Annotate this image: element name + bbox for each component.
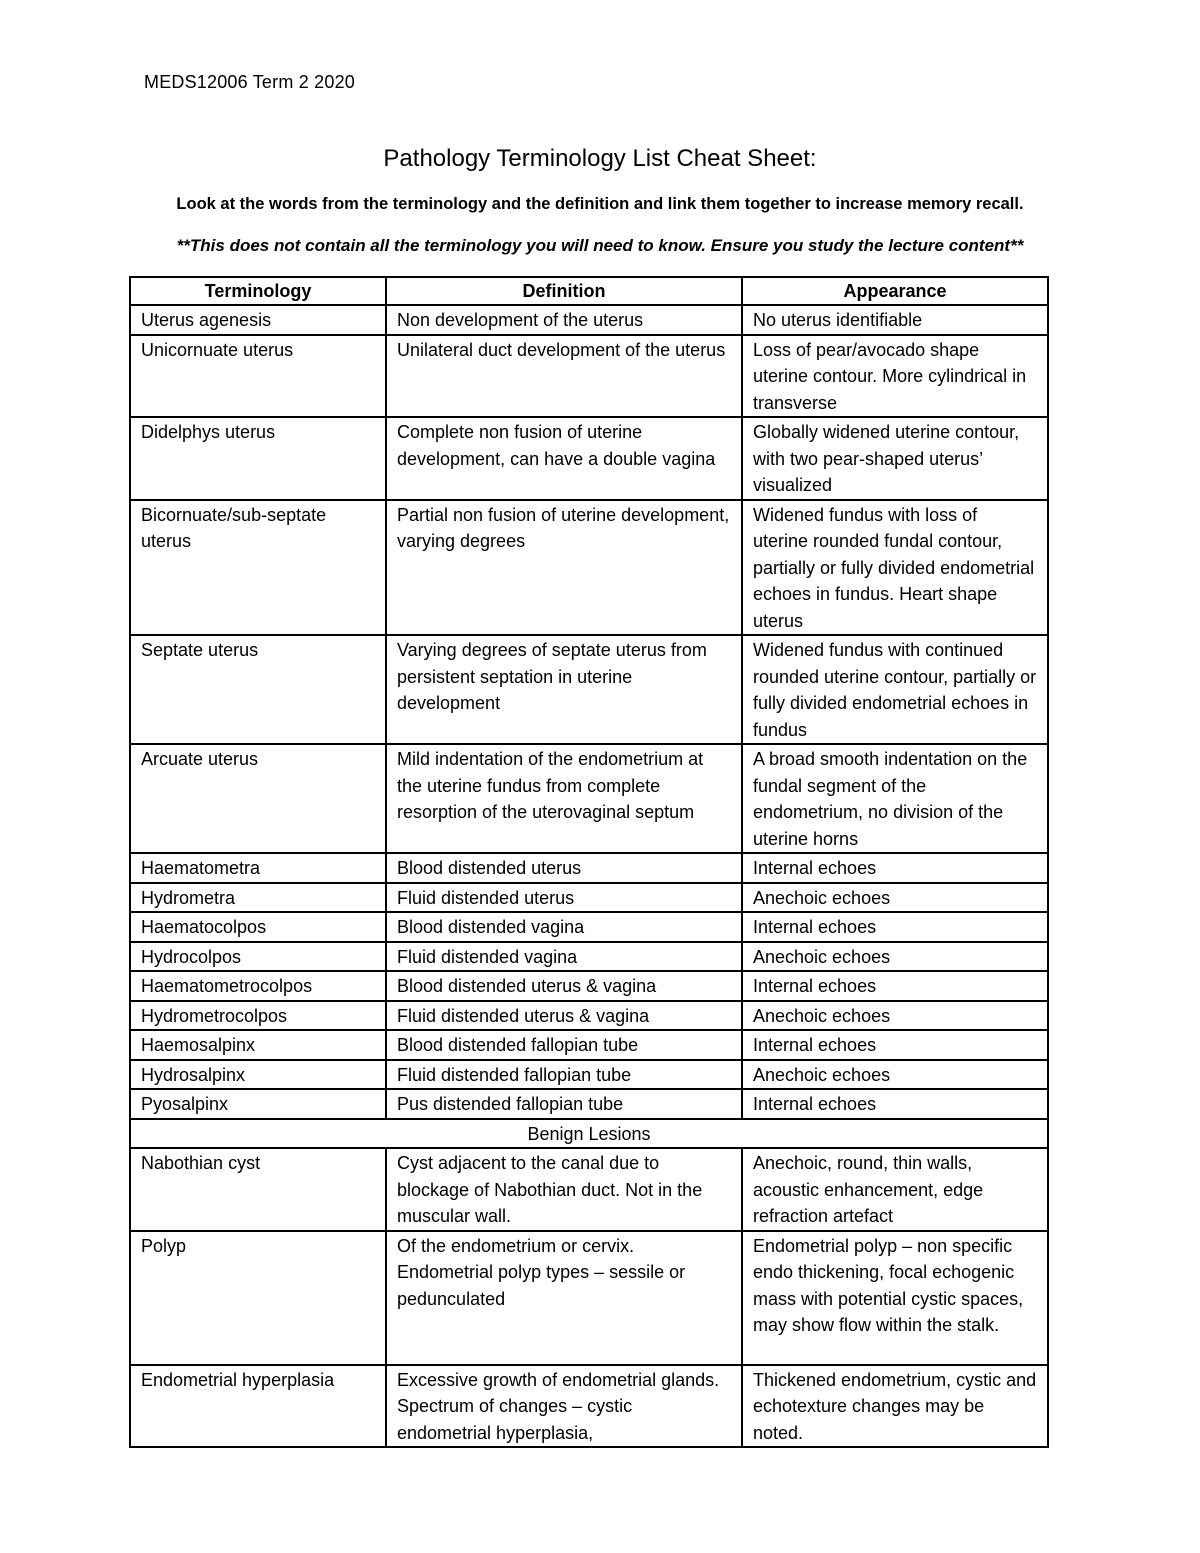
definition-cell: Cyst adjacent to the canal due to blockage of Nabothian duct. Not in the muscular wall.: [386, 1148, 742, 1231]
term-cell: Hydrosalpinx: [130, 1060, 386, 1090]
appearance-cell: Anechoic echoes: [742, 883, 1048, 913]
definition-cell: Excessive growth of endometrial glands. Spectrum of changes – cystic endometrial hyperplasia,: [386, 1365, 742, 1448]
appearance-cell: A broad smooth indentation on the fundal segment of the endometrium, no division of the uterine horns: [742, 744, 1048, 853]
term-cell: Didelphys uterus: [130, 417, 386, 500]
term-cell: Hydrometrocolpos: [130, 1001, 386, 1031]
appearance-cell: Thickened endometrium, cystic and echotexture changes may be noted.: [742, 1365, 1048, 1448]
definition-cell: Unilateral duct development of the uterus: [386, 335, 742, 418]
term-cell: Septate uterus: [130, 635, 386, 744]
table-row: [130, 1365, 1048, 1448]
table-row: [130, 1001, 1048, 1031]
appearance-cell: Anechoic, round, thin walls, acoustic enhancement, edge refraction artefact: [742, 1148, 1048, 1231]
table-row: [130, 883, 1048, 913]
table-row: [130, 853, 1048, 883]
table-row: [130, 1030, 1048, 1060]
definition-cell: Non development of the uterus: [386, 305, 742, 335]
appearance-cell: No uterus identifiable: [742, 305, 1048, 335]
table-row: [130, 912, 1048, 942]
appearance-cell: Anechoic echoes: [742, 942, 1048, 972]
table-header-row: [130, 277, 1048, 305]
definition-cell: Fluid distended uterus & vagina: [386, 1001, 742, 1031]
page-title: Pathology Terminology List Cheat Sheet:: [383, 145, 817, 172]
definition-cell: Mild indentation of the endometrium at the uterine fundus from complete resorption of the uterovaginal septum: [386, 744, 742, 853]
term-cell: Hydrocolpos: [130, 942, 386, 972]
appearance-cell: Loss of pear/avocado shape uterine contour. More cylindrical in transverse: [742, 335, 1048, 418]
table-row: [130, 942, 1048, 972]
definition-cell: Blood distended fallopian tube: [386, 1030, 742, 1060]
appearance-cell: Globally widened uterine contour, with two pear-shaped uterus’ visualized: [742, 417, 1048, 500]
table-row: [130, 1148, 1048, 1231]
definition-cell: Complete non fusion of uterine development, can have a double vagina: [386, 417, 742, 500]
column-header-definition: Definition: [386, 277, 742, 305]
term-cell: Unicornuate uterus: [130, 335, 386, 418]
appearance-cell: Endometrial polyp – non specific endo thickening, focal echogenic mass with potential cystic spaces, may show flow within the stalk.: [742, 1231, 1048, 1365]
term-cell: Polyp: [130, 1231, 386, 1365]
column-header-terminology: Terminology: [130, 277, 386, 305]
term-cell: Endometrial hyperplasia: [130, 1365, 386, 1448]
appearance-cell: Anechoic echoes: [742, 1001, 1048, 1031]
term-cell: Pyosalpinx: [130, 1089, 386, 1119]
table-row: [130, 500, 1048, 636]
course-header: MEDS12006 Term 2 2020: [144, 72, 355, 92]
definition-cell: Pus distended fallopian tube: [386, 1089, 742, 1119]
term-cell: Haematometrocolpos: [130, 971, 386, 1001]
appearance-cell: Widened fundus with loss of uterine rounded fundal contour, partially or fully divided endometrial echoes in fundus. Heart shape uterus: [742, 500, 1048, 636]
term-cell: Bicornuate/sub-septate uterus: [130, 500, 386, 636]
table-row: [130, 635, 1048, 744]
definition-cell: Fluid distended uterus: [386, 883, 742, 913]
terminology-table: [129, 276, 1049, 1448]
term-cell: Hydrometra: [130, 883, 386, 913]
appearance-cell: Internal echoes: [742, 971, 1048, 1001]
table-row: [130, 417, 1048, 500]
definition-cell: Fluid distended fallopian tube: [386, 1060, 742, 1090]
table-row: [130, 335, 1048, 418]
appearance-cell: Internal echoes: [742, 1030, 1048, 1060]
table-row: [130, 1089, 1048, 1119]
definition-cell: Varying degrees of septate uterus from persistent septation in uterine development: [386, 635, 742, 744]
column-header-appearance: Appearance: [742, 277, 1048, 305]
definition-cell: Partial non fusion of uterine development, varying degrees: [386, 500, 742, 636]
table-row: [130, 971, 1048, 1001]
table-row: [130, 1060, 1048, 1090]
table-row: [130, 744, 1048, 853]
term-cell: Arcuate uterus: [130, 744, 386, 853]
term-cell: Uterus agenesis: [130, 305, 386, 335]
section-row: [130, 1119, 1048, 1149]
appearance-cell: Internal echoes: [742, 1089, 1048, 1119]
appearance-cell: Internal echoes: [742, 853, 1048, 883]
definition-cell: Of the endometrium or cervix. Endometrial polyp types – sessile or pedunculated: [386, 1231, 742, 1365]
appearance-cell: Widened fundus with continued rounded uterine contour, partially or fully divided endometrial echoes in fundus: [742, 635, 1048, 744]
appearance-cell: Anechoic echoes: [742, 1060, 1048, 1090]
appearance-cell: Internal echoes: [742, 912, 1048, 942]
definition-cell: Blood distended vagina: [386, 912, 742, 942]
table-row: [130, 1231, 1048, 1365]
term-cell: Haematocolpos: [130, 912, 386, 942]
term-cell: Haematometra: [130, 853, 386, 883]
table-row: [130, 305, 1048, 335]
term-cell: Nabothian cyst: [130, 1148, 386, 1231]
disclaimer-note: **This does not contain all the terminology you will need to know. Ensure you study the lecture content**: [176, 236, 1024, 255]
instructions: Look at the words from the terminology and the definition and link them together to increase memory recall.: [176, 195, 1024, 213]
definition-cell: Blood distended uterus: [386, 853, 742, 883]
definition-cell: Blood distended uterus & vagina: [386, 971, 742, 1001]
definition-cell: Fluid distended vagina: [386, 942, 742, 972]
term-cell: Haemosalpinx: [130, 1030, 386, 1060]
section-label-benign-lesions: Benign Lesions: [130, 1119, 1048, 1149]
